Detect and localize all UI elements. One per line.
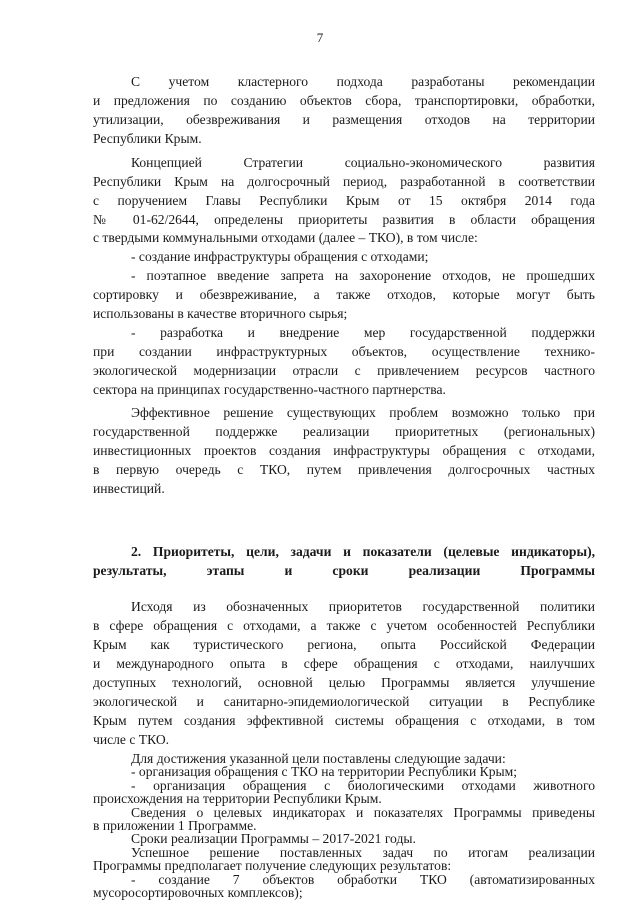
text-line: сектора на принципах государственно-частного партнерства. — [93, 382, 446, 397]
text-line: Крым путем создания эффективной системы обращения с отходами, в том — [93, 713, 595, 728]
text-line: Концепцией Стратегии социально-экономического развития — [131, 155, 595, 170]
text-line: Успешное решение поставленных задач по итогам реализации — [131, 844, 595, 860]
text-line: № 01-62/2644, определены приоритеты развития в области обращения — [93, 212, 595, 227]
text-line: сортировку и обезвреживание, а также отходов, которые могут быть — [93, 287, 595, 302]
text-line: С учетом кластерного подхода разработаны рекомендации — [131, 74, 595, 89]
text-line: Программы предполагает получение следующих результатов: — [93, 858, 452, 874]
text-line: при создании инфраструктурных объектов, осуществление технико- — [93, 344, 595, 359]
text-line: и предложения по созданию объектов сбора, транспортировки, обработки, — [93, 93, 595, 108]
text-line: утилизации, обезвреживания и размещения отходов на территории — [93, 112, 595, 127]
text-line: в первую очередь с ТКО, путем привлечения долгосрочных частных — [93, 462, 595, 477]
text-line: государственной поддержке реализации приоритетных (региональных) — [93, 424, 595, 439]
text-line: с поручением Главы Республики Крым от 15 октября 2014 года — [93, 193, 595, 208]
text-line: экологической модернизации отрасли с привлечением ресурсов частного — [93, 363, 595, 378]
section-heading: результаты, этапы и сроки реализации Программы — [93, 563, 595, 578]
text-line: Республики Крым на долгосрочный период, разработанной в соответствии — [93, 174, 595, 189]
text-line: в приложении 1 Программе. — [93, 818, 257, 833]
page-number: 7 — [316, 30, 324, 45]
text-line: Исходя из обозначенных приоритетов государственной политики — [131, 599, 595, 614]
text-line: с твердыми коммунальными отходами (далее – ТКО), в том числе: — [93, 230, 478, 245]
text-line: инвестиций. — [93, 481, 165, 496]
text-line: - разработка и внедрение мер государственной поддержки — [131, 325, 595, 340]
text-line: - создание 7 объектов обработки ТКО (автоматизированных — [131, 871, 595, 887]
text-line: и международного опыта в сфере обращения с отходами, наилучших — [93, 656, 595, 671]
text-line: происхождения на территории Республики Крым. — [93, 791, 382, 807]
text-line: использованы в качестве вторичного сырья; — [93, 306, 348, 321]
text-line: мусоросортировочных комплексов); — [93, 885, 303, 900]
text-line: Крым как туристического региона, опыта Российской Федерации — [93, 637, 595, 652]
text-line: - поэтапное введение запрета на захоронение отходов, не прошедших — [131, 268, 595, 283]
text-line: Сроки реализации Программы – 2017-2021 годы. — [131, 831, 416, 847]
text-line: - организация обращения с биологическими отходами животного — [131, 777, 595, 793]
text-line: Сведения о целевых индикаторах и показателях Программы приведены — [131, 804, 595, 820]
text-line: - организация обращения с ТКО на территории Республики Крым; — [131, 764, 518, 780]
text-line: доступных технологий, основной целью Программы является улучшение — [93, 675, 595, 690]
text-line: Для достижения указанной цели поставлены следующие задачи: — [131, 751, 506, 766]
text-line: - создание инфраструктуры обращения с отходами; — [131, 249, 429, 264]
section-heading: 2. Приоритеты, цели, задачи и показатели (целевые индикаторы), — [131, 544, 595, 559]
text-line: инвестиционных проектов создания инфраструктуры обращения с отходами, — [93, 443, 595, 458]
text-line: Эффективное решение существующих проблем возможно только при — [131, 405, 595, 420]
text-line: Республики Крым. — [93, 131, 202, 146]
text-line: числе с ТКО. — [93, 732, 170, 747]
text-line: экологической и санитарно-эпидемиологической ситуации в Республике — [93, 694, 595, 709]
text-line: в сфере обращения с отходами, а также с учетом особенностей Республики — [93, 618, 595, 633]
